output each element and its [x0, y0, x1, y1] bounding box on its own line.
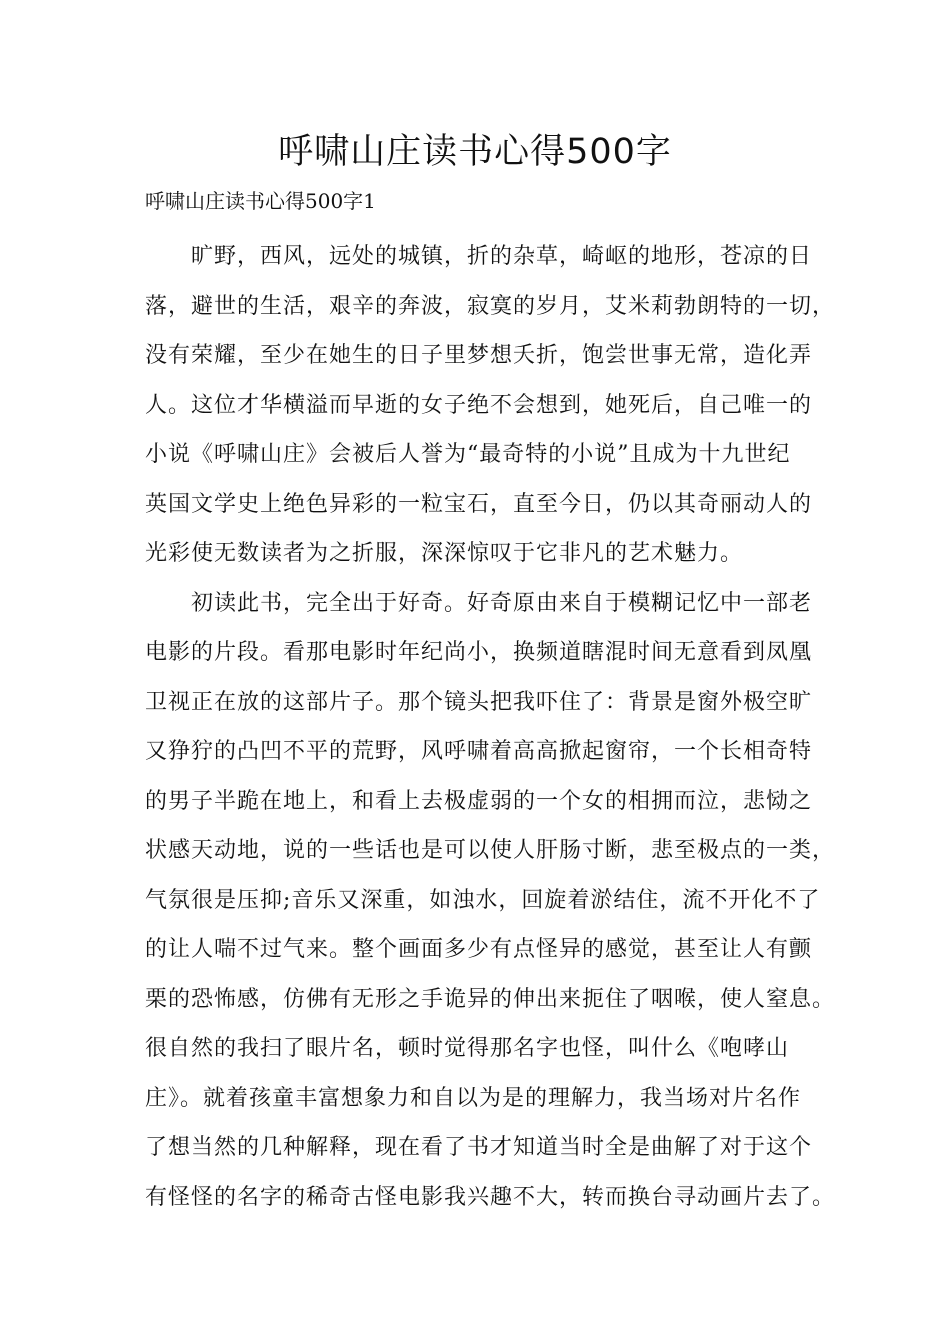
text-line: 有怪怪的名字的稀奇古怪电影我兴趣不大，转而换台寻动画片去了。 — [145, 1184, 836, 1210]
text-line: 初读此书，完全出于好奇。好奇原由来自于模糊记忆中一部老 — [191, 590, 813, 616]
text-line: 没有荣耀，至少在她生的日子里梦想夭折，饱尝世事无常，造化弄 — [145, 343, 813, 368]
document-body — [145, 232, 836, 1222]
text-line: 电影的片段。看那电影时年纪尚小，换频道瞎混时间无意看到凤凰 — [145, 640, 813, 665]
text-line: 状感天动地，说的一些话也是可以使人肝肠寸断，悲至极点的一类， — [145, 838, 836, 863]
text-line: 又狰狞的凸凹不平的荒野，风呼啸着高高掀起窗帘，一个长相奇特 — [145, 739, 813, 764]
text-line: 旷野，西风，远处的城镇，折的杂草，崎岖的地形，苍凉的日 — [191, 244, 813, 269]
text-line: 气氛很是压抑;音乐又深重，如浊水，回旋着淤结住，流不开化不了 — [145, 887, 821, 913]
text-line: 人。这位才华横溢而早逝的女子绝不会想到，她死后，自己唯一的 — [145, 392, 813, 418]
text-line: 很自然的我扫了眼片名，顿时觉得那名字也怪，叫什么《咆哮山 — [145, 1036, 790, 1061]
text-line: 的男子半跪在地上，和看上去极虚弱的一个女的相拥而泣，悲恸之 — [145, 788, 813, 814]
text-line: 卫视正在放的这部片子。那个镜头把我吓住了：背景是窗外极空旷 — [145, 689, 813, 715]
text-line: 的让人喘不过气来。整个画面多少有点怪异的感觉，甚至让人有颤 — [145, 937, 813, 962]
text-line: 光彩使无数读者为之折服，深深惊叹于它非凡的艺术魅力。 — [145, 541, 744, 566]
document-subtitle: 呼啸山庄读书心得500字1 — [145, 189, 376, 213]
text-line: 庄》。就着孩童丰富想象力和自以为是的理解力，我当场对片名作 — [145, 1085, 802, 1111]
text-line: 小说《呼啸山庄》会被后人誉为“最奇特的小说”且成为十九世纪 — [145, 442, 791, 467]
document-title: 呼啸山庄读书心得500字 — [278, 132, 672, 172]
text-line: 落，避世的生活，艰辛的奔波，寂寞的岁月，艾米莉勃朗特的一切， — [145, 293, 836, 319]
text-line: 了想当然的几种解释，现在看了书才知道当时全是曲解了对于这个 — [145, 1135, 813, 1160]
text-line: 栗的恐怖感，仿佛有无形之手诡异的伸出来扼住了咽喉，使人窒息。 — [145, 986, 836, 1012]
text-line: 英国文学史上绝色异彩的一粒宝石，直至今日，仍以其奇丽动人的 — [145, 491, 813, 517]
